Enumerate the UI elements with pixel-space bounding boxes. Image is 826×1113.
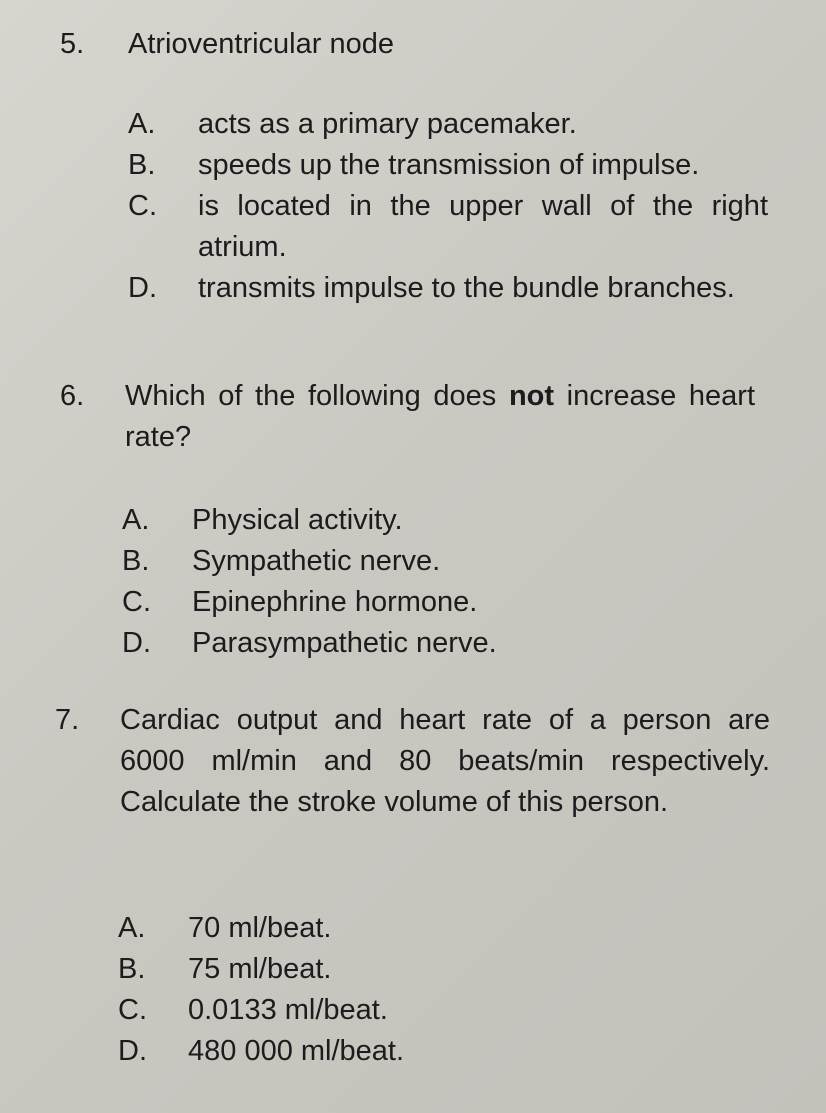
option-d[interactable] (128, 268, 768, 309)
stem-text: increase heart rate? (125, 380, 755, 453)
option-text: Epinephrine hormone. (192, 586, 478, 618)
option-b[interactable] (128, 145, 768, 186)
option-d[interactable] (118, 1031, 758, 1072)
option-c[interactable] (118, 990, 758, 1031)
option-text: 70 ml/beat. (188, 912, 332, 944)
question-number: 5. (60, 28, 85, 60)
option-text: Parasympathetic nerve. (192, 627, 497, 659)
option-a[interactable] (122, 500, 762, 541)
option-letter: B. (122, 545, 150, 577)
option-letter: D. (122, 627, 151, 659)
question-number: 6. (60, 380, 85, 412)
option-letter: B. (128, 149, 156, 181)
question-stem: Cardiac output and heart rate of a person are 6000 ml/min and 80 beats/min respectively. Calculate the stroke volume of this person. (120, 704, 770, 818)
option-list (118, 908, 758, 1072)
option-letter: C. (128, 190, 157, 222)
option-letter: A. (122, 504, 150, 536)
option-list (128, 104, 768, 309)
question-number: 7. (55, 704, 80, 736)
option-text: is located in the upper wall of the right atrium. (198, 190, 768, 263)
option-text: acts as a primary pacemaker. (198, 108, 577, 140)
option-text: speeds up the transmission of impulse. (198, 149, 700, 181)
option-c[interactable] (122, 582, 762, 623)
option-text: 0.0133 ml/beat. (188, 994, 388, 1026)
option-letter: B. (118, 953, 146, 985)
option-letter: D. (128, 272, 157, 304)
option-a[interactable] (128, 104, 768, 145)
option-letter: C. (118, 994, 147, 1026)
stem-text: Which of the following does (125, 380, 509, 412)
option-list (122, 500, 762, 664)
option-letter: A. (128, 108, 156, 140)
question-stem (125, 376, 755, 458)
option-text: Physical activity. (192, 504, 403, 536)
option-letter: D. (118, 1035, 147, 1067)
option-d[interactable] (122, 623, 762, 664)
question-stem: Atrioventricular node (128, 28, 394, 60)
option-letter: A. (118, 912, 146, 944)
option-b[interactable] (122, 541, 762, 582)
option-text: transmits impulse to the bundle branches. (198, 272, 735, 304)
option-a[interactable] (118, 908, 758, 949)
option-text: 480 000 ml/beat. (188, 1035, 405, 1067)
option-text: Sympathetic nerve. (192, 545, 441, 577)
option-c[interactable] (128, 186, 768, 268)
option-b[interactable] (118, 949, 758, 990)
stem-emphasis: not (508, 380, 555, 412)
option-text: 75 ml/beat. (188, 953, 332, 985)
option-letter: C. (122, 586, 151, 618)
